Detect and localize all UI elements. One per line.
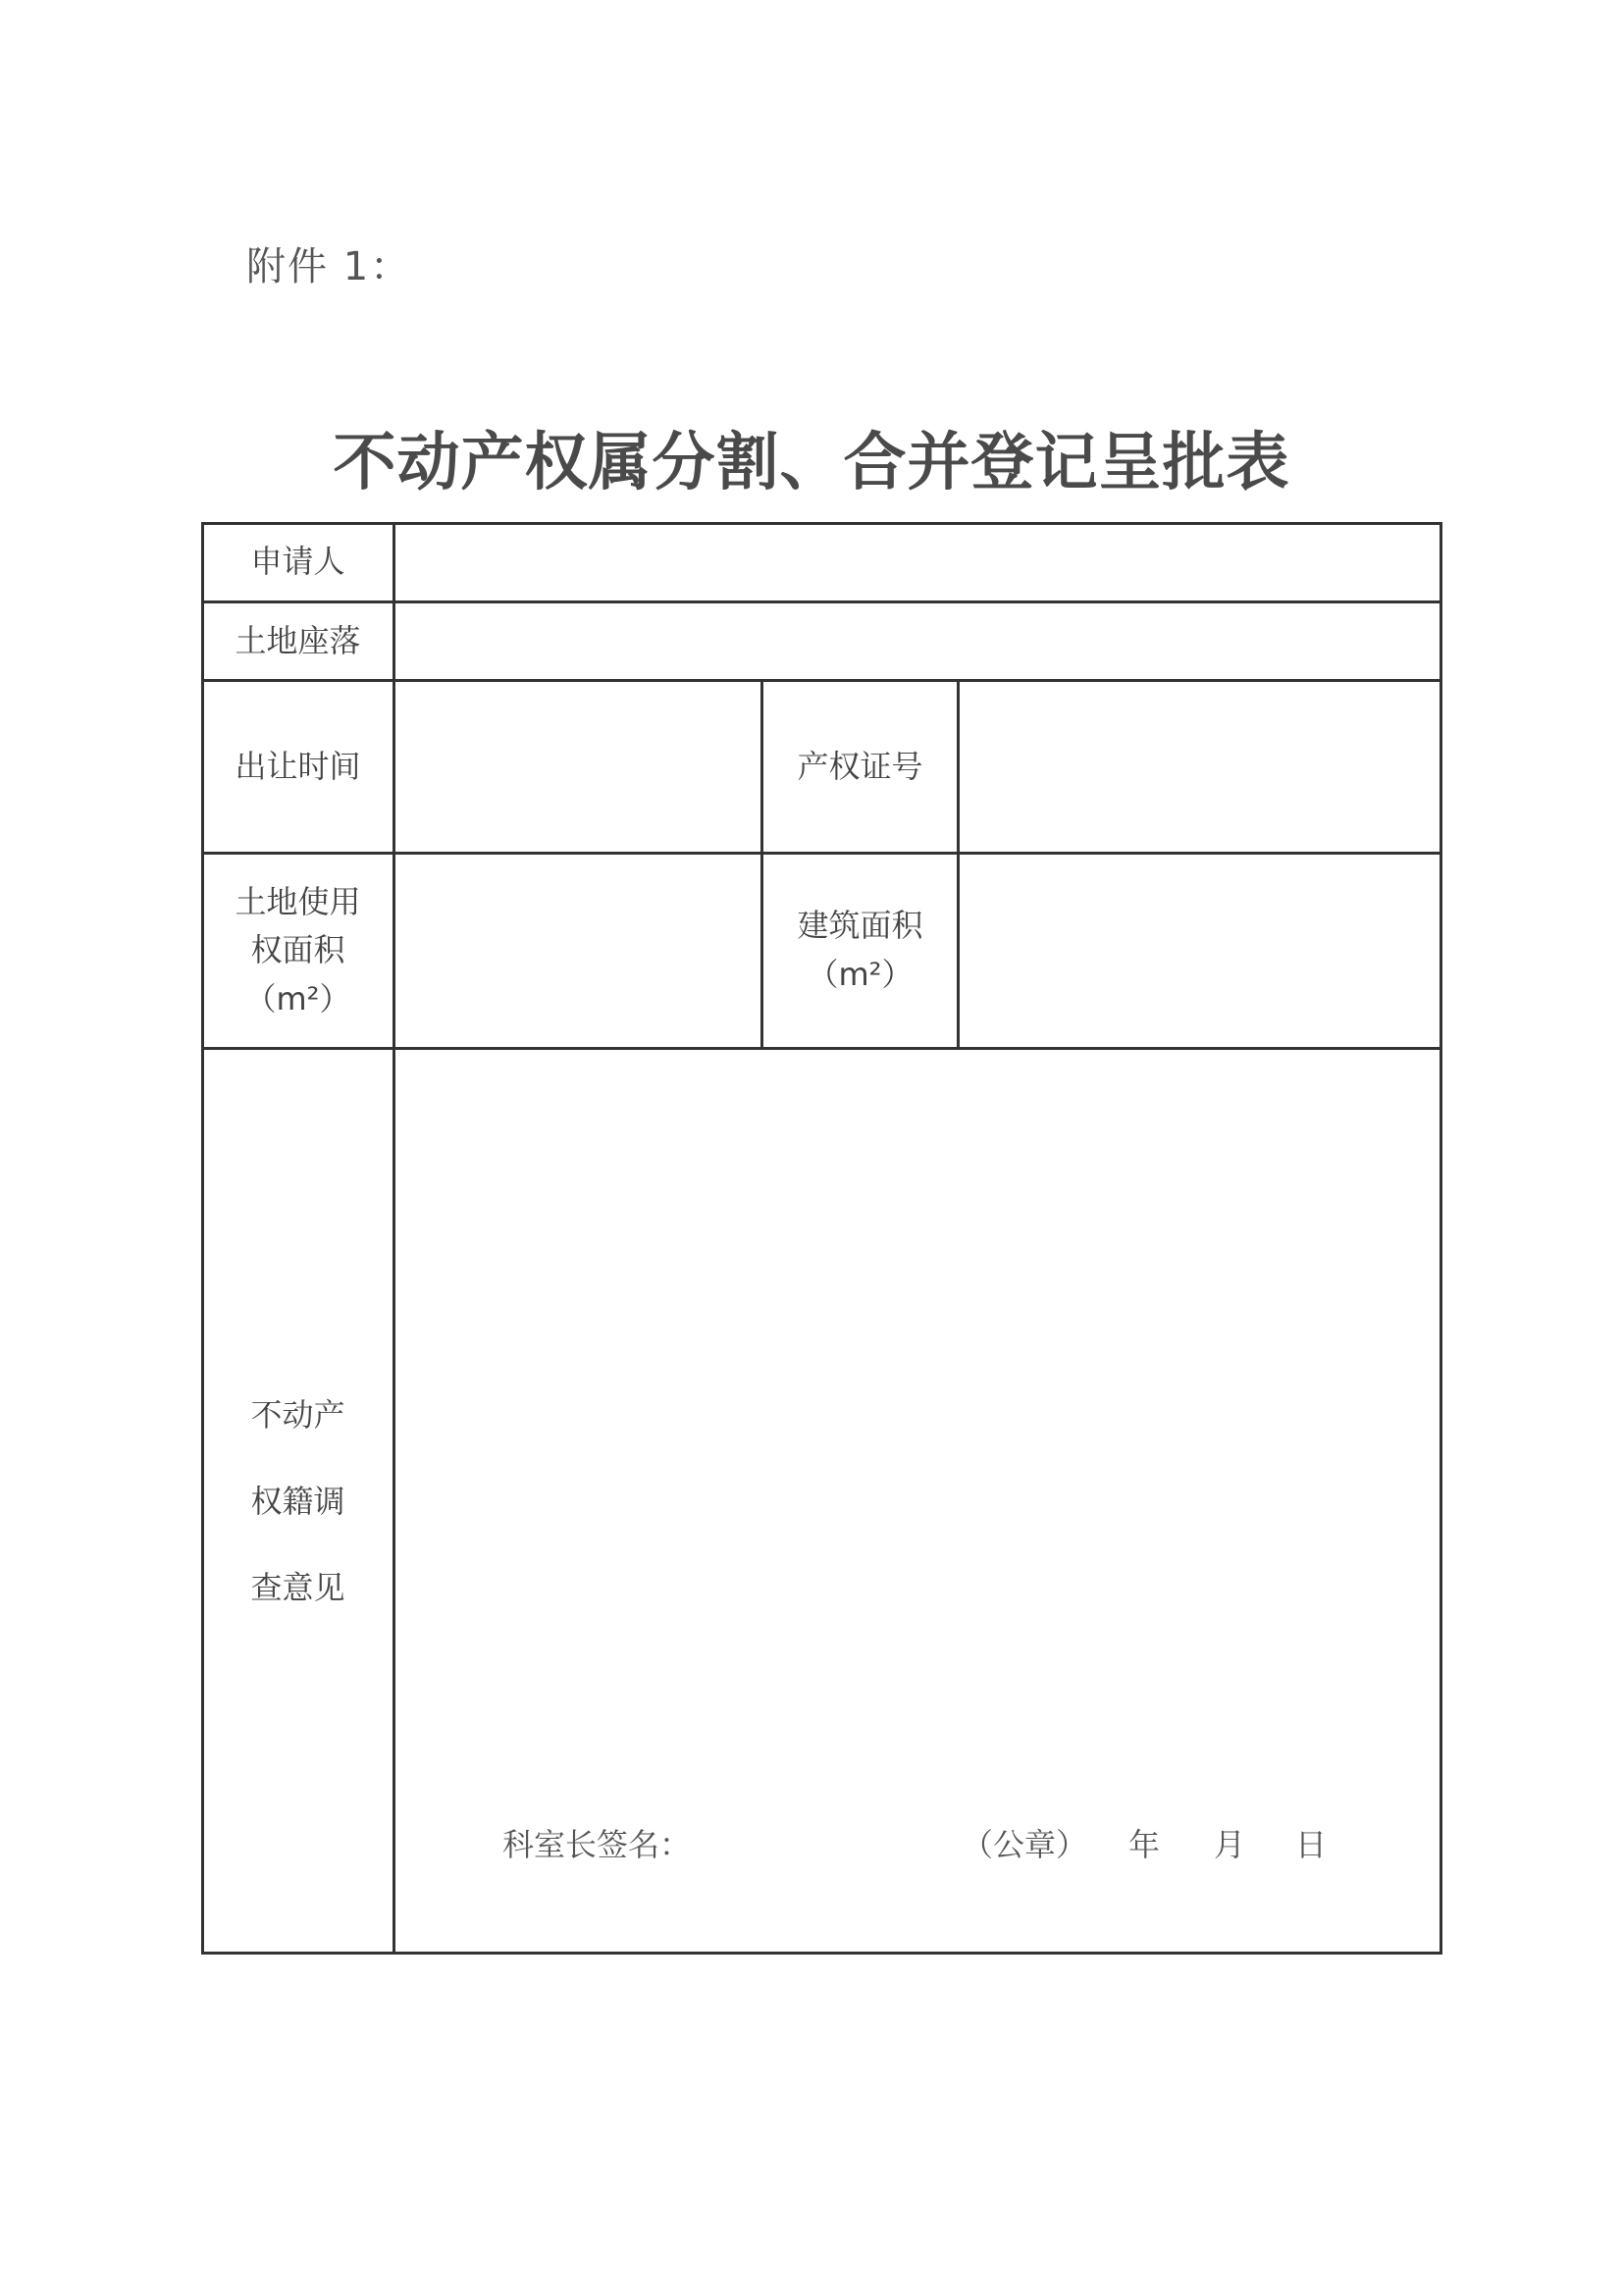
applicant-field[interactable] [395,524,1441,600]
investigation-opinion-label-line-1: 不动产 [250,1396,345,1434]
certificate-no-label: 产权证号 [797,747,923,785]
land-use-area-field[interactable] [395,855,760,1047]
investigation-opinion-label-line-2: 权籍调 [250,1483,345,1520]
land-use-area-label [203,855,393,1047]
land-use-area-label-line-2: 权面积 [250,931,345,969]
building-area-label-line-1: 建筑面积 [797,907,923,945]
land-use-area-label-line-1: 土地使用 [235,882,361,920]
chief-signature-label: 科室长签名： [502,1826,692,1863]
date-year-label: 年 [1128,1826,1161,1863]
official-seal-label: （公章） [962,1826,1088,1863]
building-area-label [763,855,957,1047]
transfer-time-label: 出让时间 [235,747,361,785]
land-use-area-label-unit: （m²） [244,979,351,1018]
certificate-no-field[interactable] [960,682,1441,852]
transfer-time-field[interactable] [395,682,760,852]
investigation-opinion-field[interactable] [395,1050,1441,1835]
date-month-label: 月 [1214,1826,1246,1863]
land-location-field[interactable] [395,603,1441,679]
document-title: 不动产权属分割、合并登记呈批表 [333,426,1290,499]
applicant-label: 申请人 [250,543,345,581]
attachment-label: 附件 1： [246,244,412,289]
investigation-opinion-label [203,1050,393,1953]
investigation-opinion-label-line-3: 查意见 [250,1569,345,1606]
building-area-label-unit: （m²） [807,956,914,993]
land-location-label: 土地座落 [235,621,361,659]
date-day-label: 日 [1295,1826,1328,1863]
building-area-field[interactable] [960,855,1441,1047]
